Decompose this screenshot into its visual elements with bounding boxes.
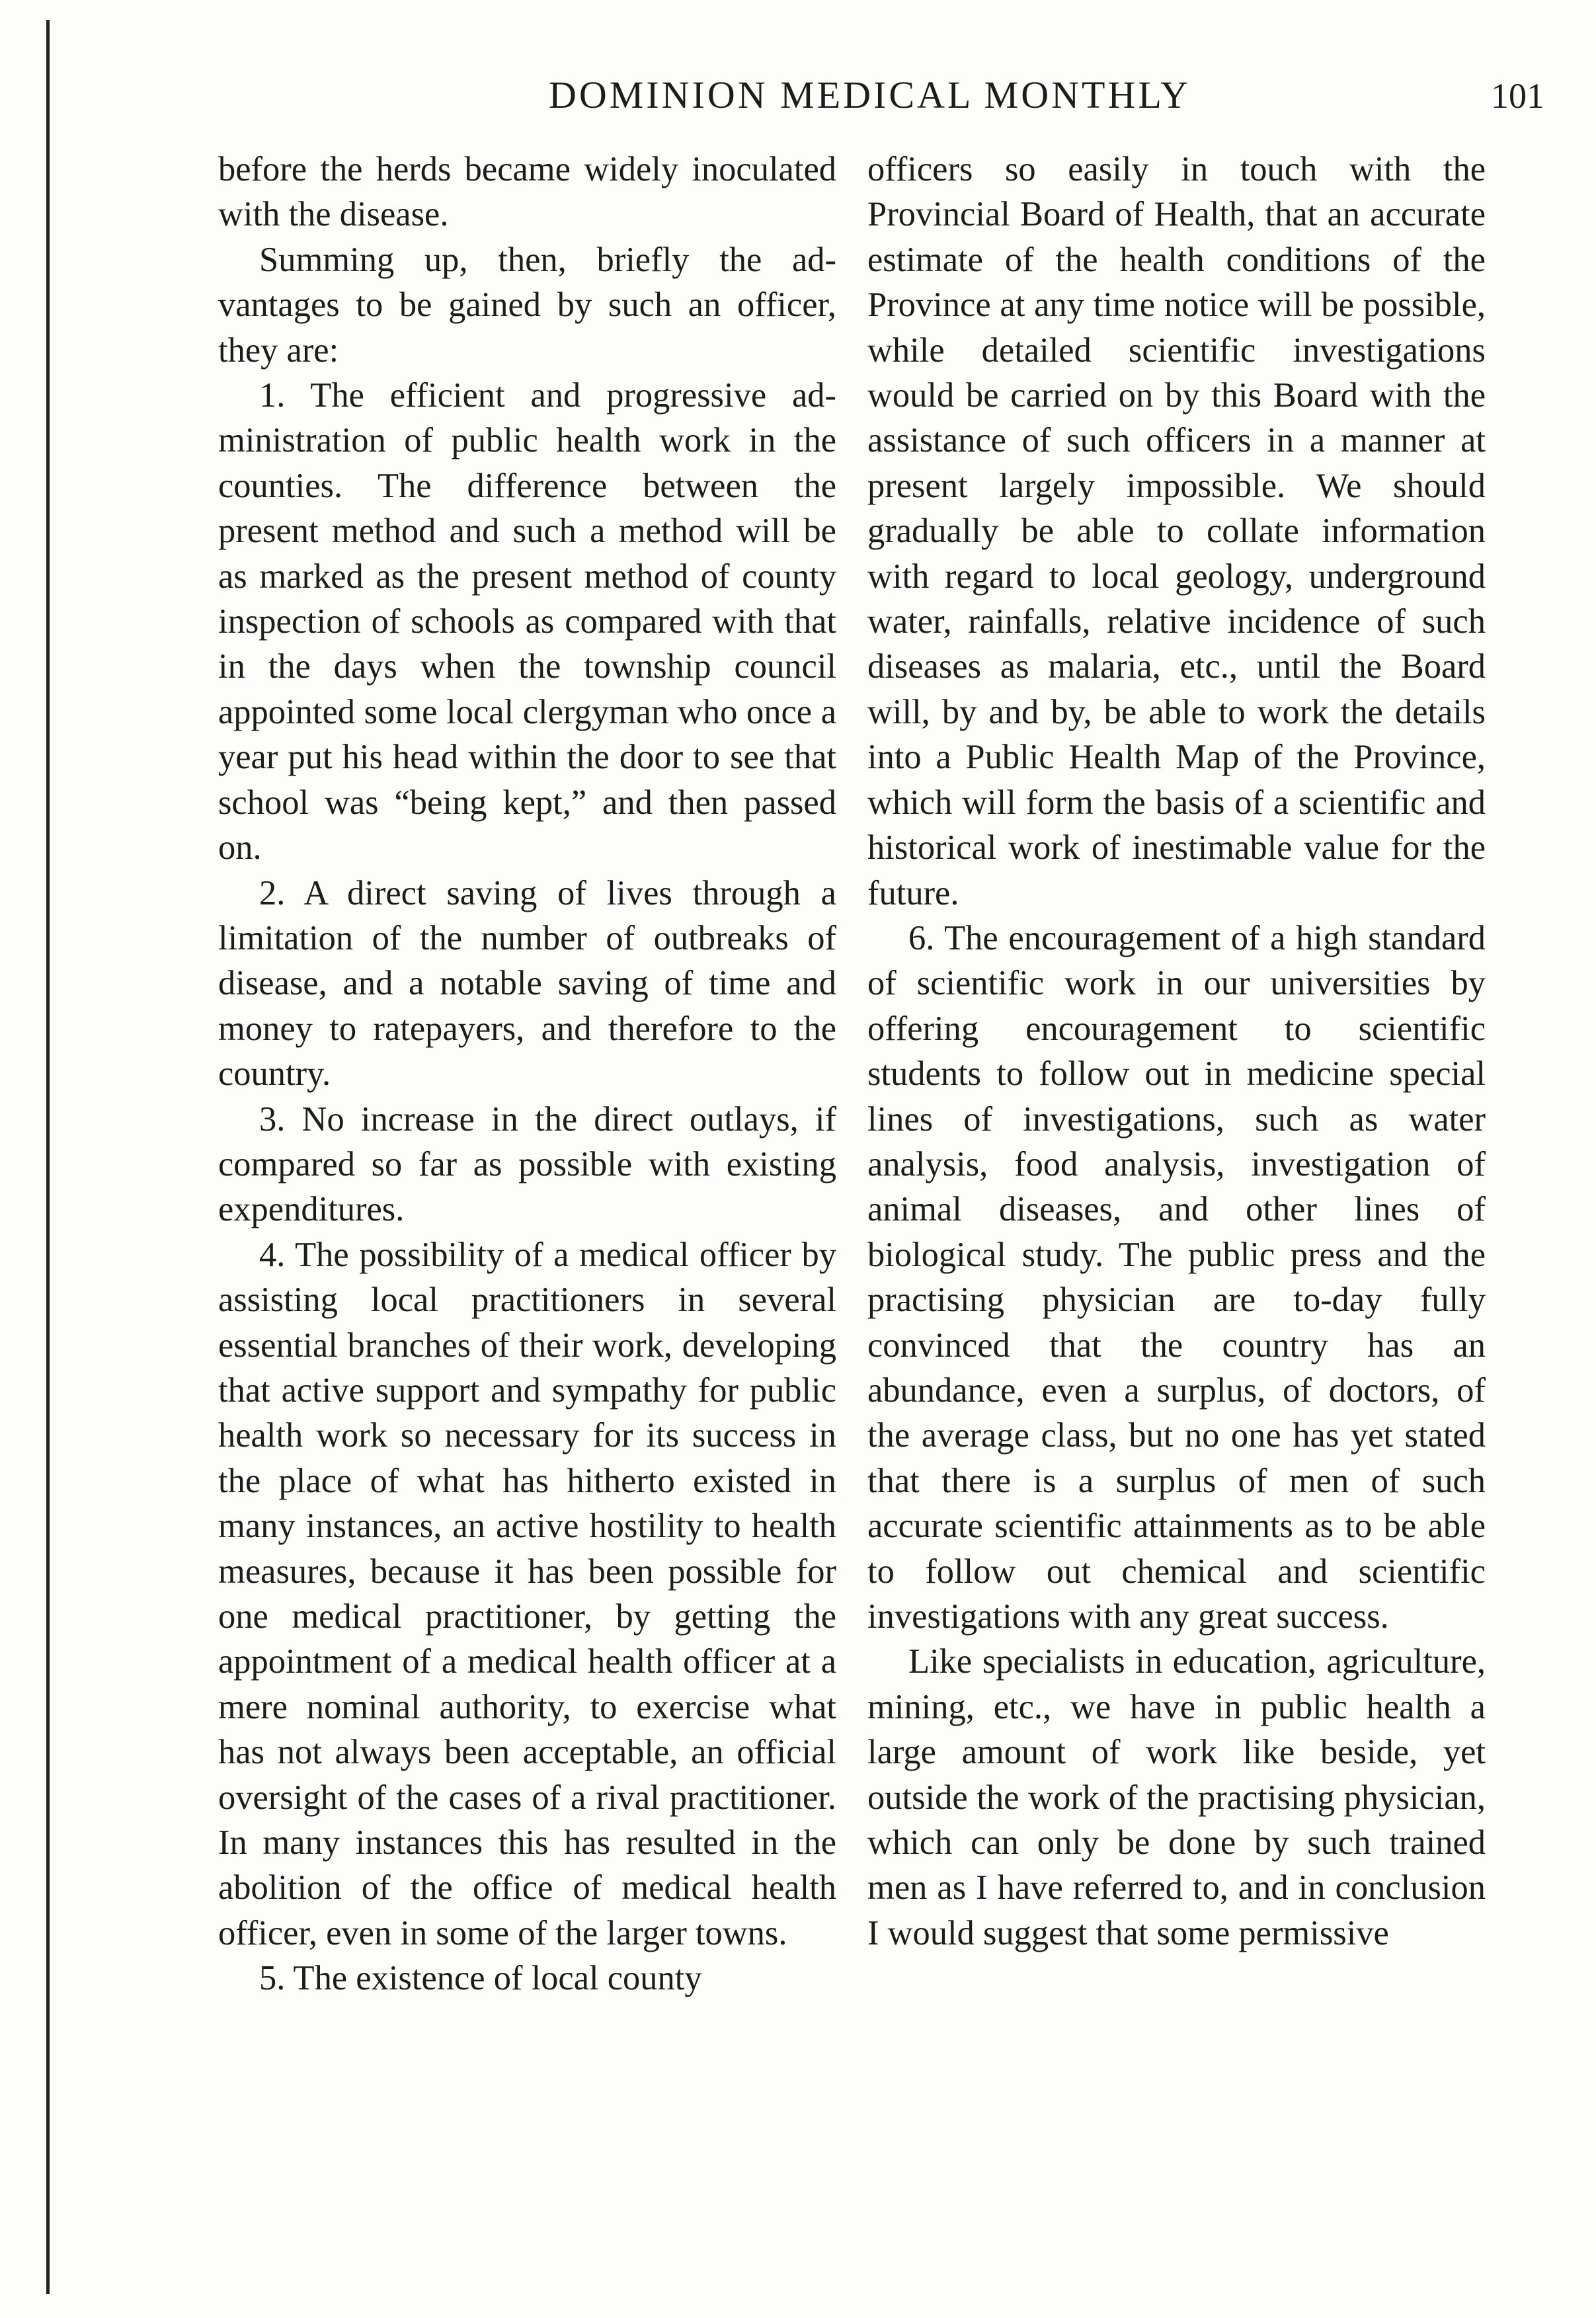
paragraph: before the herds became widely inoculated with the disease. — [218, 150, 836, 234]
paragraph: Summing up, then, briefly the advantages to be gained by such an officer, they are: — [218, 240, 836, 370]
paragraph: 3. No increase in the direct outlays, if compared so far as possible with existing expenditures. — [218, 1099, 836, 1229]
paragraph: 2. A direct saving of lives through a limitation of the number of outbreaks of disease, and a notable saving of time and money to ratepayers, and therefore to the country. — [218, 873, 836, 1094]
running-head: DOMINION MEDICAL MONTHLY — [549, 73, 1191, 116]
paragraph: Like specialists in education, agriculture, mining, etc., we have in public health a large amount of work like beside, yet outside the work of the practising physician, which can only be done by such trained men as I have referred to, and in conclusion I would suggest that some permissive — [867, 1642, 1486, 1952]
paragraph: 6. The encouragement of a high standard of scientific work in our universities by offering encouragement to scientific students to follow out in medicine special lines of investigations, such as water analysis, food analysis, investigation of animal diseases, and other lines of biological study. The public press and the practising physician are to-day fully convinced that the country has an abundance, even a surplus, of doctors, of the average class, but no one has yet stated that there is a surplus of men of such accurate scientific attainments as to be able to follow out chemical and scientific investigations with any great success. — [867, 918, 1486, 1636]
paragraph: 1. The efficient and progressive administration of public health work in the counties. The difference between the present method and such a method will be as marked as the present method of county inspection of schools as compared with that in the days when the township council appointed some local clergyman who once a year put his head within the door to see that school was “being kept,” and then passed on. — [218, 376, 836, 867]
page-number: 101 — [1491, 76, 1544, 116]
page-binding-edge — [46, 20, 50, 2294]
right-column — [867, 147, 1486, 1956]
page-header — [0, 73, 1596, 126]
paragraph: 4. The possibility of a medical officer by assisting local practitioners in several essential branches of their work, developing that active support and sympathy for public health work so necessary for its success in the place of what has hitherto existed in many instances, an active hostility to health measures, because it has been possible for one medical practitioner, by getting the appointment of a medical health officer at a mere nominal authority, to exercise what has not always been acceptable, an official oversight of the cases of a rival practitioner. In many instances this has resulted in the abolition of the office of medical health officer, even in some of the larger towns. — [218, 1235, 836, 1952]
left-column — [218, 147, 836, 2001]
paragraph: officers so easily in touch with the Provincial Board of Health, that an accurate estimate of the health conditions of the Province at any time notice will be possible, while detailed scientific investigations would be carried on by this Board with the assistance of such officers in a manner at present largely impossible. We should gradually be able to collate information with regard to local geology, underground water, rainfalls, relative incidence of such diseases as malaria, etc., until the Board will, by and by, be able to work the details into a Public Health Map of the Province, which will form the basis of a scientific and historical work of inestimable value for the future. — [867, 150, 1486, 912]
paragraph: 5. The existence of local county — [259, 1959, 702, 1998]
